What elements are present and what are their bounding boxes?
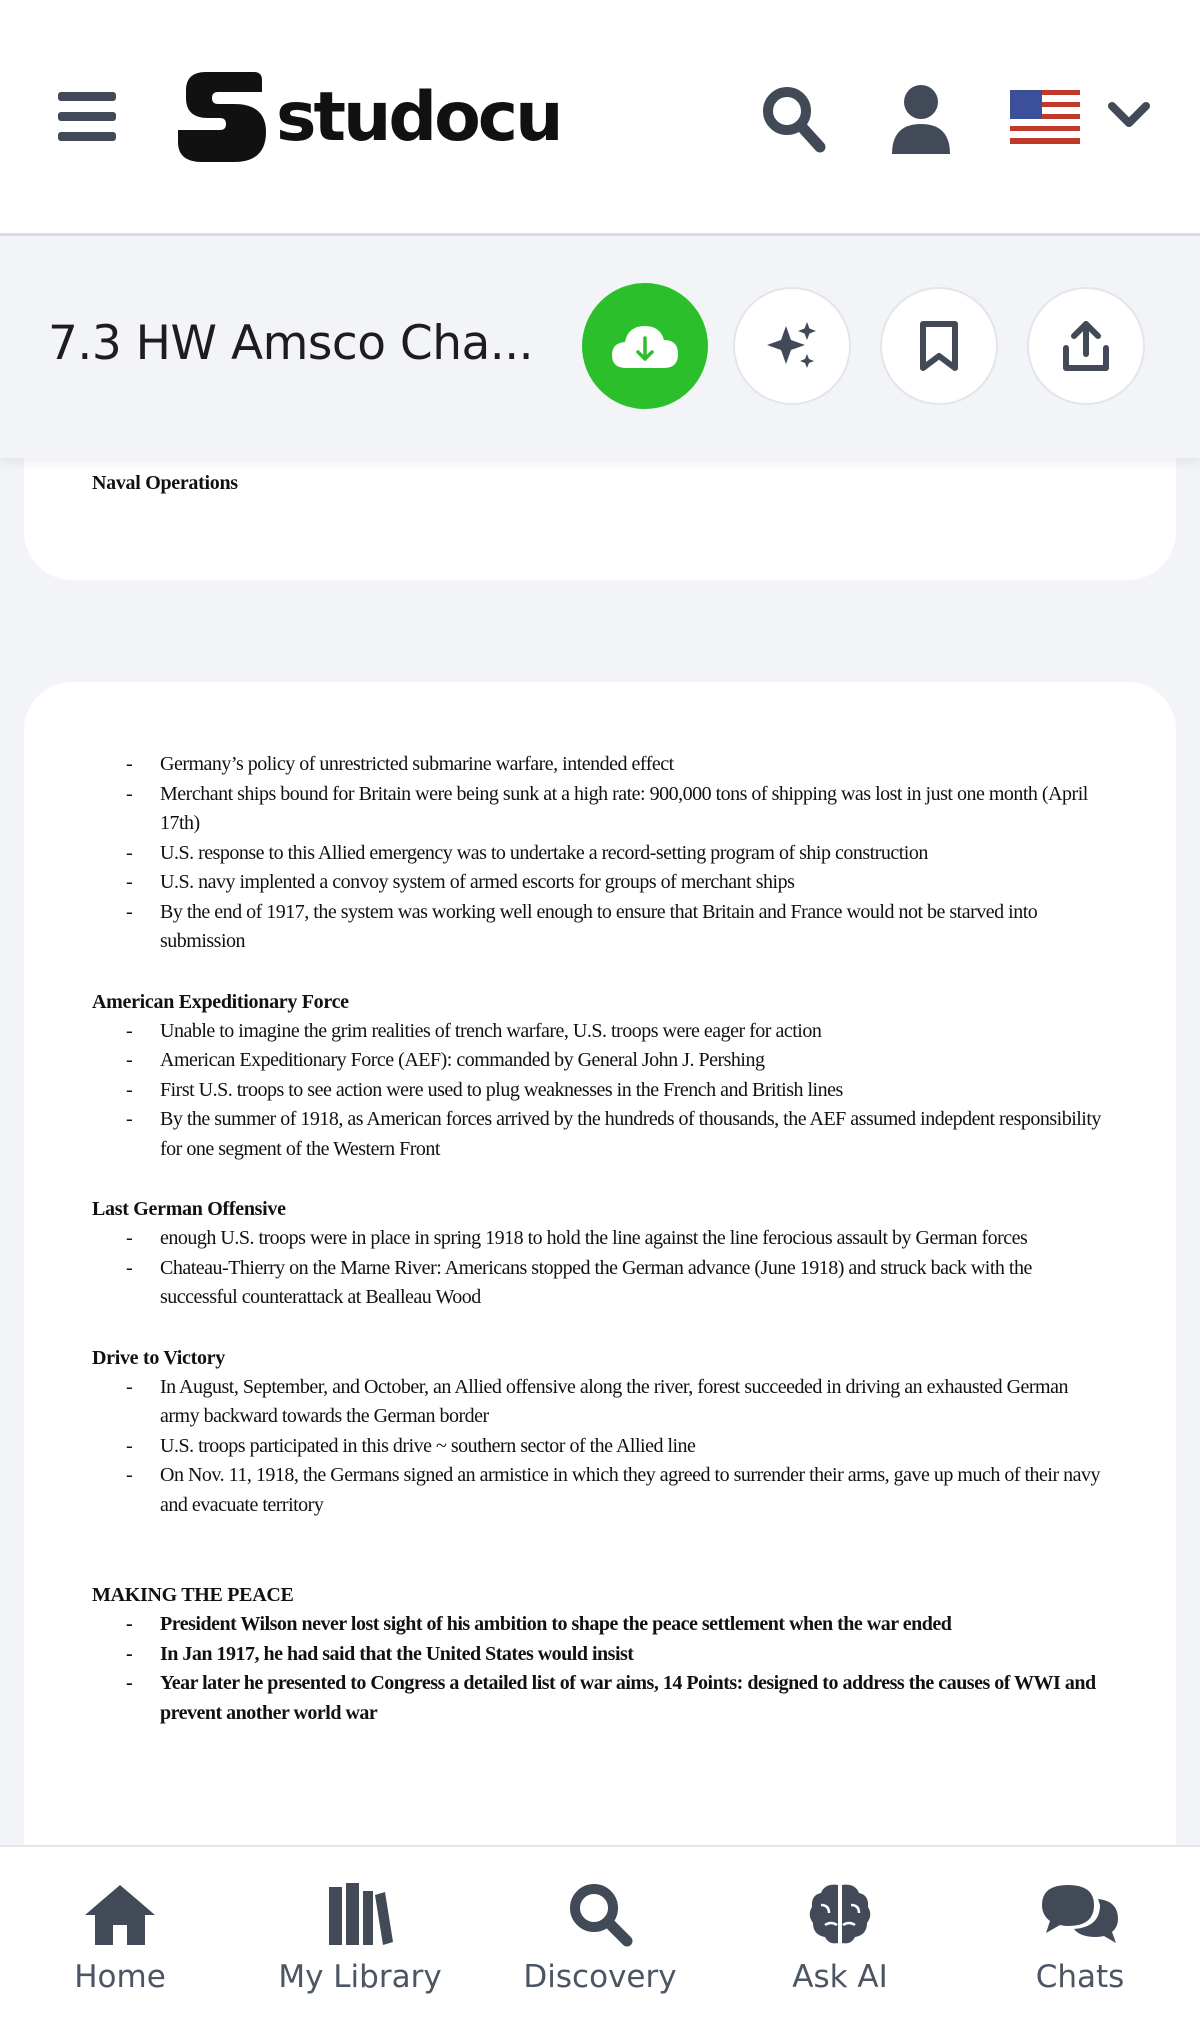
section-aef (92, 987, 1108, 1165)
us-flag-icon[interactable] (1010, 90, 1080, 149)
list-item: - American Expeditionary Force (AEF): commanded by General John J. Pershing (160, 1046, 1108, 1076)
share-button[interactable] (1027, 287, 1145, 405)
nav-chats[interactable] (960, 1847, 1200, 2030)
nav-home[interactable] (0, 1847, 240, 2030)
bottom-navigation (0, 1845, 1200, 2030)
list-item: - Chateau-Thierry on the Marne River: Americans stopped the German advance (June 1918) and struck back with the successful counterattack at Bealleau Wood (160, 1254, 1108, 1313)
section-heading: Last German Offensive (92, 1198, 286, 1220)
chevron-down-icon[interactable] (1108, 100, 1150, 135)
nav-discovery[interactable] (480, 1847, 720, 2030)
nav-label: Ask AI (792, 1959, 888, 1995)
list-item: - enough U.S. troops were in place in spring 1918 to hold the line against the line ferocious assault by German forces (160, 1224, 1108, 1254)
studocu-logo[interactable] (172, 68, 561, 166)
list-item: - Germany’s policy of unrestricted submarine warfare, intended effect (160, 750, 1108, 780)
hamburger-icon[interactable] (58, 92, 116, 142)
download-button[interactable] (582, 283, 708, 409)
list-item: - U.S. response to this Allied emergency was to undertake a record-setting program of ship construction (160, 839, 1108, 869)
list-item: - Unable to imagine the grim realities of trench warfare, U.S. troops were eager for action (160, 1017, 1108, 1047)
top-header (0, 0, 1200, 236)
nav-label: Home (74, 1959, 166, 1995)
list-item: - Merchant ships bound for Britain were being sunk at a high rate: 900,000 tons of shipping was lost in just one month (April 17th) (160, 780, 1108, 839)
ai-sparkle-icon (764, 318, 820, 374)
nav-ask-ai[interactable] (720, 1847, 960, 2030)
logo-text: studocu (276, 77, 561, 157)
list-item: - First U.S. troops to see action were used to plug weaknesses in the French and British lines (160, 1076, 1108, 1106)
list-item: - U.S. navy implented a convoy system of armed escorts for groups of merchant ships (160, 868, 1108, 898)
home-icon (81, 1881, 159, 1947)
list-item: - By the end of 1917, the system was working well enough to ensure that Britain and France would not be starved into submission (160, 898, 1108, 957)
list-item: - U.S. troops participated in this drive ~ southern sector of the Allied line (160, 1432, 1108, 1462)
nav-label: Chats (1035, 1959, 1125, 1995)
studocu-logo-mark (172, 68, 268, 166)
nav-label: My Library (278, 1959, 442, 1995)
document-page (24, 682, 1176, 1982)
user-icon[interactable] (890, 84, 952, 159)
nav-my-library[interactable] (240, 1847, 480, 2030)
bookmark-icon (917, 320, 961, 372)
brain-icon (807, 1881, 873, 1947)
naval-operations-bullets (92, 750, 1108, 957)
list-item: - In Jan 1917, he had said that the United States would insist (160, 1640, 1108, 1670)
library-icon (327, 1881, 393, 1947)
list-item: - By the summer of 1918, as American forces arrived by the hundreds of thousands, the AEF assumed indepdent responsibility for one segment of the Western Front (160, 1105, 1108, 1164)
list-item: - Year later he presented to Congress a detailed list of war aims, 14 Points: designed to address the causes of WWI and prevent another world war (160, 1669, 1108, 1728)
list-item: - On Nov. 11, 1918, the Germans signed an armistice in which they agreed to surrender their arms, gave up much of their navy and evacuate territory (160, 1461, 1108, 1520)
list-item: - President Wilson never lost sight of his ambition to shape the peace settlement when the war ended (160, 1610, 1108, 1640)
section-heading: Naval Operations (92, 472, 238, 494)
section-drive-to-victory (92, 1343, 1108, 1521)
search-icon[interactable] (760, 84, 826, 159)
nav-label: Discovery (523, 1959, 677, 1995)
section-heading: American Expeditionary Force (92, 990, 349, 1013)
section-last-german-offensive (92, 1194, 1108, 1313)
chats-icon (1038, 1881, 1122, 1947)
document-title[interactable]: 7.3 HW Amsco Cha... (48, 316, 534, 371)
section-heading: MAKING THE PEACE (92, 1584, 294, 1606)
share-icon (1060, 318, 1112, 374)
download-cloud-icon (610, 320, 680, 372)
ask-ai-button[interactable] (733, 287, 851, 405)
section-heading: Drive to Victory (92, 1346, 225, 1369)
bookmark-button[interactable] (880, 287, 998, 405)
list-item: - In August, September, and October, an Allied offensive along the river, forest succeeded in driving an exhausted German army backward towards the German border (160, 1373, 1108, 1432)
search-icon (567, 1881, 633, 1947)
section-making-the-peace (92, 1580, 1108, 1728)
